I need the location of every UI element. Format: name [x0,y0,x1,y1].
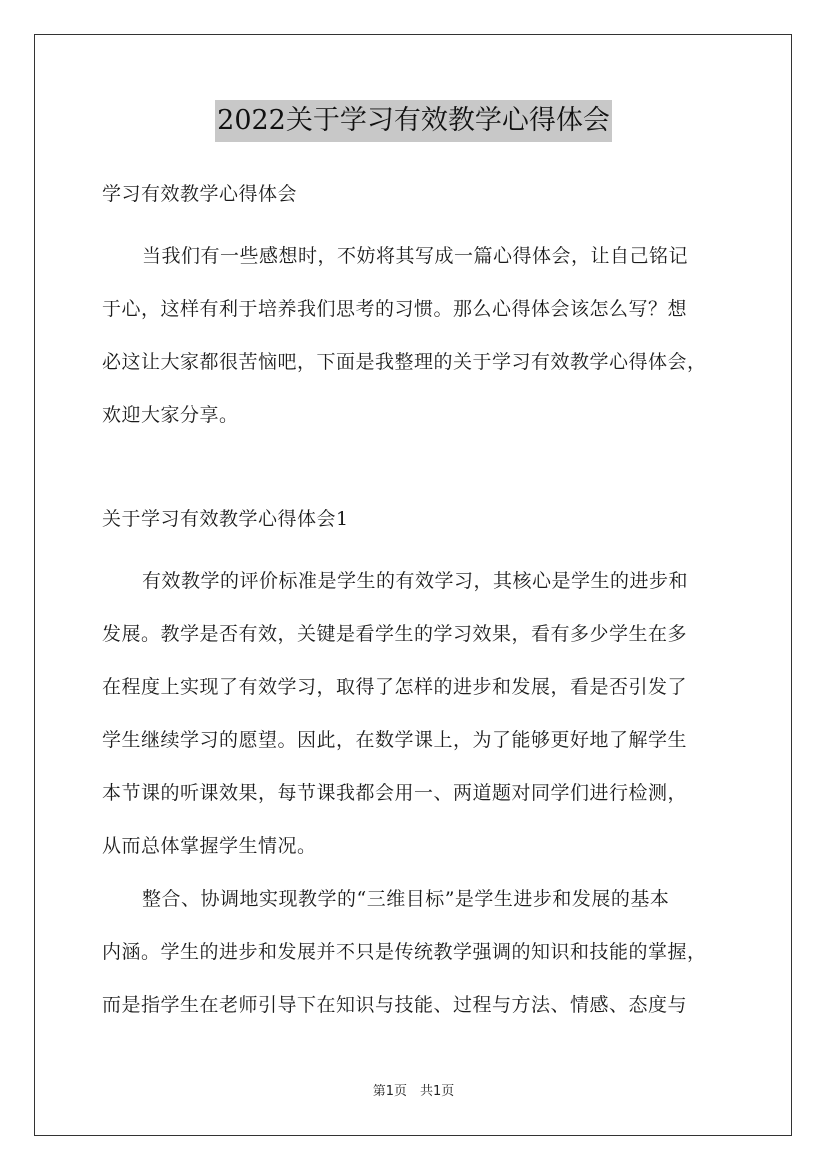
paragraph-line: 必这让大家都很苦恼吧，下面是我整理的关于学习有效教学心得体会， [102,351,707,373]
page-number-label: 第1页 共1页 [372,1084,455,1099]
spacer [102,442,732,501]
spacer [102,212,732,230]
paragraph-line: 当我们有一些感想时，不妨将其写成一篇心得体会，让自己铭记 [142,245,689,267]
paragraph-line: 于心，这样有利于培养我们思考的习惯。那么心得体会该怎么写？想 [102,298,688,320]
document-title: 2022关于学习有效教学心得体会 [215,100,612,142]
document-body [102,176,732,1032]
section-paragraph-2 [102,873,732,1032]
spacer [102,537,732,555]
paragraph-line: 欢迎大家分享。 [102,404,239,426]
paragraph-line: 整合、协调地实现教学的“三维目标”是学生进步和发展的基本 [142,888,670,910]
title-container [0,100,827,142]
paragraph-line: 有效教学的评价标准是学生的有效学习，其核心是学生的进步和 [142,570,689,592]
paragraph-line: 内涵。学生的进步和发展并不只是传统教学强调的知识和技能的掌握， [102,941,707,963]
paragraph-line: 在程度上实现了有效学习，取得了怎样的进步和发展，看是否引发了 [102,676,688,698]
paragraph-line: 而是指学生在老师引导下在知识与技能、过程与方法、情感、态度与 [102,994,688,1016]
intro-paragraph [102,230,732,442]
paragraph-line: 发展。教学是否有效，关键是看学生的学习效果，看有多少学生在多 [102,623,688,645]
section-paragraph-1 [102,555,732,873]
paragraph-line: 本节课的听课效果，每节课我都会用一、两道题对同学们进行检测， [102,782,688,804]
paragraph-line: 学生继续学习的愿望。因此，在数学课上，为了能够更好地了解学生 [102,729,688,751]
section-heading: 关于学习有效教学心得体会1 [102,508,349,530]
page-footer [0,1080,827,1099]
intro-heading: 学习有效教学心得体会 [102,183,298,205]
paragraph-line: 从而总体掌握学生情况。 [102,835,317,857]
